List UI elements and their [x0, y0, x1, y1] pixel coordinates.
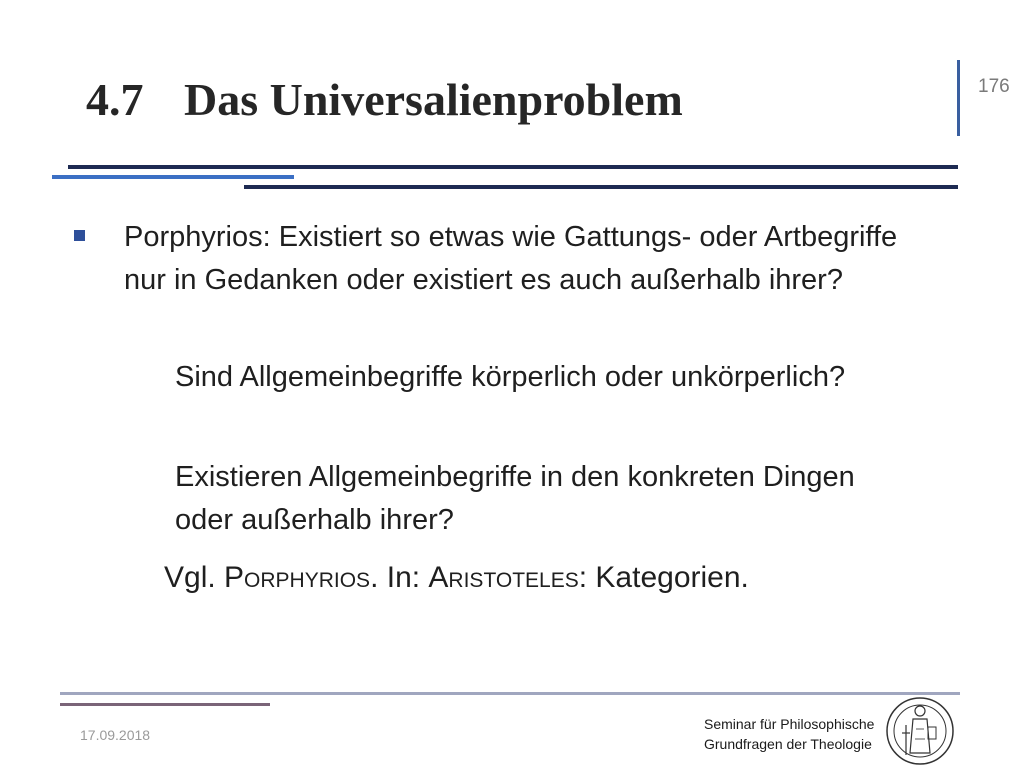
reference-prefix: Vgl. — [164, 561, 225, 594]
reference-work-author: Aristoteles — [428, 561, 579, 594]
slide-title — [86, 72, 683, 128]
header-rule-accent — [52, 175, 294, 179]
reference-suffix: : Kategorien. — [578, 561, 749, 594]
square-bullet-icon — [74, 230, 85, 241]
sub-question-2: Existieren Allgemeinbegriffe in den konkreten Dingen oder außerhalb ihrer? — [175, 461, 855, 536]
institution-line-2: Grundfragen der Theologie — [704, 736, 872, 752]
page-number: 176 — [978, 76, 1010, 97]
institution-line-1: Seminar für Philosophische — [704, 716, 875, 732]
main-bullet-text: Porphyrios: Existiert so etwas wie Gattungs- oder Artbegriffe nur in Gedanken oder existiert es auch außerhalb ihrer? — [124, 221, 898, 296]
section-number: 4.7 — [86, 74, 144, 125]
header-rule-top — [68, 165, 958, 169]
footer-rule — [60, 692, 960, 695]
university-seal-icon — [884, 695, 956, 767]
reference-mid: . In: — [370, 561, 429, 594]
reference-author: Porphyrios — [224, 561, 371, 594]
footer-rule-accent — [60, 703, 270, 706]
sub-question-1: Sind Allgemeinbegriffe körperlich oder unkörperlich? — [175, 361, 846, 393]
reference-line — [164, 556, 924, 599]
title-divider — [957, 60, 960, 136]
footer-institution — [704, 714, 874, 754]
footer-date: 17.09.2018 — [80, 727, 151, 743]
title-text: Das Universalienproblem — [184, 74, 683, 125]
header-rule-bottom — [244, 185, 958, 189]
